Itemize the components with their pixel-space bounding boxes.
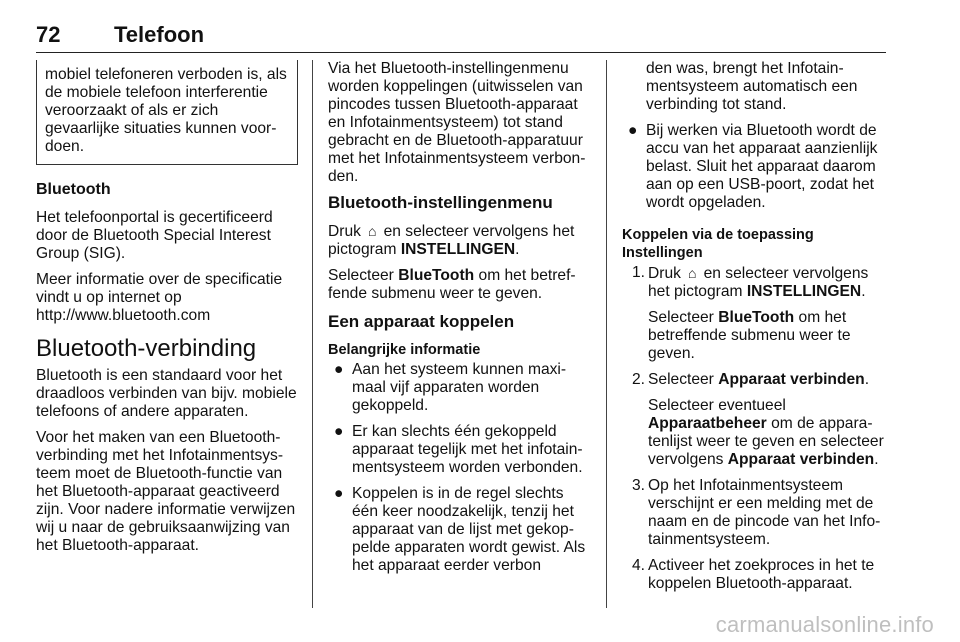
- column-divider-2: [606, 60, 607, 608]
- bullet-dot: ●: [334, 423, 344, 440]
- menu-p1-c: .: [515, 241, 520, 258]
- step-3: [622, 477, 886, 549]
- column-divider-1: [312, 60, 313, 608]
- menu-p1-b: en selecteer vervolgens het pictogram: [328, 223, 575, 258]
- menu-p2-b: om het betreffende submenu weer te geven.: [328, 267, 576, 302]
- steps-heading: [622, 226, 886, 262]
- step1-c: .: [861, 283, 866, 300]
- step2-c: .: [864, 371, 870, 388]
- bluetooth-paragraph-2-text: Meer informatie over de specificatie vindt u op internet op: [36, 271, 283, 306]
- list-item-text: Bij werken via Bluetooth wordt de accu van het apparaat aanzienlijk belast. Sluit het apparaat daarom aan op een USB-poort, zodat het wordt opgeladen.: [646, 122, 878, 211]
- menu-paragraph-2: [328, 267, 590, 303]
- verbinding-paragraph-2: Voor het maken van een Bluetooth-verbinding met het Infotainmentsysteem moet de Bluetooth-functie van het Bluetooth-apparaat geactiveerd zijn. Voor nadere informatie verwijzen wij u naar de gebruiksaanwijzing van het Bluetooth-apparaat.: [36, 429, 296, 554]
- page-number: 72: [36, 22, 61, 47]
- page-title: Telefoon: [114, 22, 205, 47]
- bluetooth-heading: Bluetooth: [36, 181, 111, 198]
- step1-sub-a: Selecteer: [648, 309, 714, 326]
- step3-text: Op het Infotainmentsysteem verschijnt er een melding met de naam en de pincode van het Infotainmentsysteem.: [648, 477, 881, 548]
- menu-heading: Bluetooth-instellingenmenu: [328, 193, 553, 212]
- bullet-dot: ●: [334, 485, 344, 502]
- column-1: [36, 60, 298, 563]
- bullet-dot: ●: [628, 122, 638, 139]
- step-2: [622, 371, 886, 389]
- step-2-sub: [648, 397, 886, 469]
- bluetooth-paragraph-2: [36, 271, 298, 325]
- step2-sub-a: Selecteer eventueel: [648, 397, 786, 414]
- list-item-text: den was, brengt het Infotainmentsysteem automatisch een verbinding tot stand.: [646, 60, 858, 113]
- step2-sub-c: .: [874, 451, 879, 468]
- list-item-text: Er kan slechts één gekoppeld apparaat tegelijk met het infotainmentsysteem worden verbonden.: [352, 423, 583, 476]
- steps-heading-line-1: Koppelen via de toepassing: [622, 227, 814, 243]
- menu-p2-bold: BlueTooth: [398, 267, 475, 284]
- warning-text: mobiel telefoneren verboden is, als de mobiele telefoon interferentie veroorzaakt of als er zich gevaarlijke situaties kunnen voordoen.: [45, 66, 287, 155]
- step1-sub-b: om het betreffende submenu weer te geven.: [648, 309, 851, 362]
- list-item: [622, 122, 886, 212]
- page-header: [36, 22, 886, 53]
- menu-paragraph-1: [328, 222, 590, 259]
- step-number: 4.: [632, 557, 646, 574]
- col2-paragraph-1: Via het Bluetooth-instellingenmenu worden koppelingen (uitwisselen van pincodes tussen Bluetooth-apparaat en Infotainmentsysteem) tot stand gebracht en de Bluetooth-apparatuur met het Infotainmentsysteem verbonden.: [328, 60, 586, 185]
- column-2: [328, 60, 590, 583]
- step2-sub-b: om de apparatenlijst weer te geven en selecteer vervolgens: [648, 415, 884, 468]
- menu-p2-a: Selecteer: [328, 267, 394, 284]
- step4-text: Activeer het zoekproces in het te koppelen Bluetooth-apparaat.: [648, 557, 875, 592]
- list-item: [328, 361, 590, 415]
- koppelen-heading: Een apparaat koppelen: [328, 312, 515, 331]
- step2-a: Selecteer: [648, 371, 714, 388]
- home-icon: ⌂: [368, 223, 377, 239]
- list-item: [622, 60, 886, 114]
- step-number: 1.: [632, 264, 646, 281]
- list-item: [328, 485, 590, 575]
- step-1-sub: [648, 309, 886, 363]
- step-1: [622, 264, 886, 301]
- step2-sub-bold2: Apparaat verbinden: [727, 451, 875, 468]
- list-item-text: Aan het systeem kunnen maximaal vijf apparaten worden gekoppeld.: [352, 361, 567, 414]
- bullet-dot: ●: [334, 361, 344, 378]
- verbinding-paragraph-1: Bluetooth is een standaard voor het draadloos verbinden van bijv. mobiele telefoons of andere apparaten.: [36, 367, 297, 420]
- warning-box: [36, 60, 298, 165]
- bluetooth-url: http://www.bluetooth.com: [36, 307, 211, 324]
- step2-sub-bold: Apparaatbeheer: [648, 415, 767, 432]
- list-item-text: Koppelen is in de regel slechts één keer noodzakelijk, tenzij het apparaat van de lijst met gekoppelde apparaten wordt gewist. Als het apparaat eerder verbon: [352, 485, 586, 574]
- column-3: [622, 60, 886, 601]
- step1-bold: INSTELLINGEN: [746, 283, 862, 300]
- step-number: 3.: [632, 477, 646, 494]
- step-number: 2.: [632, 371, 646, 388]
- verbinding-heading: Bluetooth-verbinding: [36, 335, 257, 362]
- step-4: [622, 557, 886, 593]
- step1-sub-bold: BlueTooth: [718, 309, 795, 326]
- home-icon: ⌂: [688, 265, 697, 281]
- list-item: [328, 423, 590, 477]
- menu-p1-a: Druk: [328, 223, 361, 240]
- bluetooth-paragraph-1: Het telefoonportal is gecertificeerd door de Bluetooth Special Interest Group (SIG).: [36, 209, 273, 262]
- steps-heading-line-2: Instellingen: [622, 245, 703, 261]
- menu-p1-bold: INSTELLINGEN: [400, 241, 516, 258]
- watermark: carmanualsonline.info: [715, 612, 934, 637]
- info-heading: Belangrijke informatie: [328, 342, 481, 358]
- step2-bold: Apparaat verbinden: [718, 371, 865, 388]
- step1-a: Druk: [648, 265, 681, 282]
- step1-b: en selecteer vervolgens het pictogram: [648, 265, 869, 300]
